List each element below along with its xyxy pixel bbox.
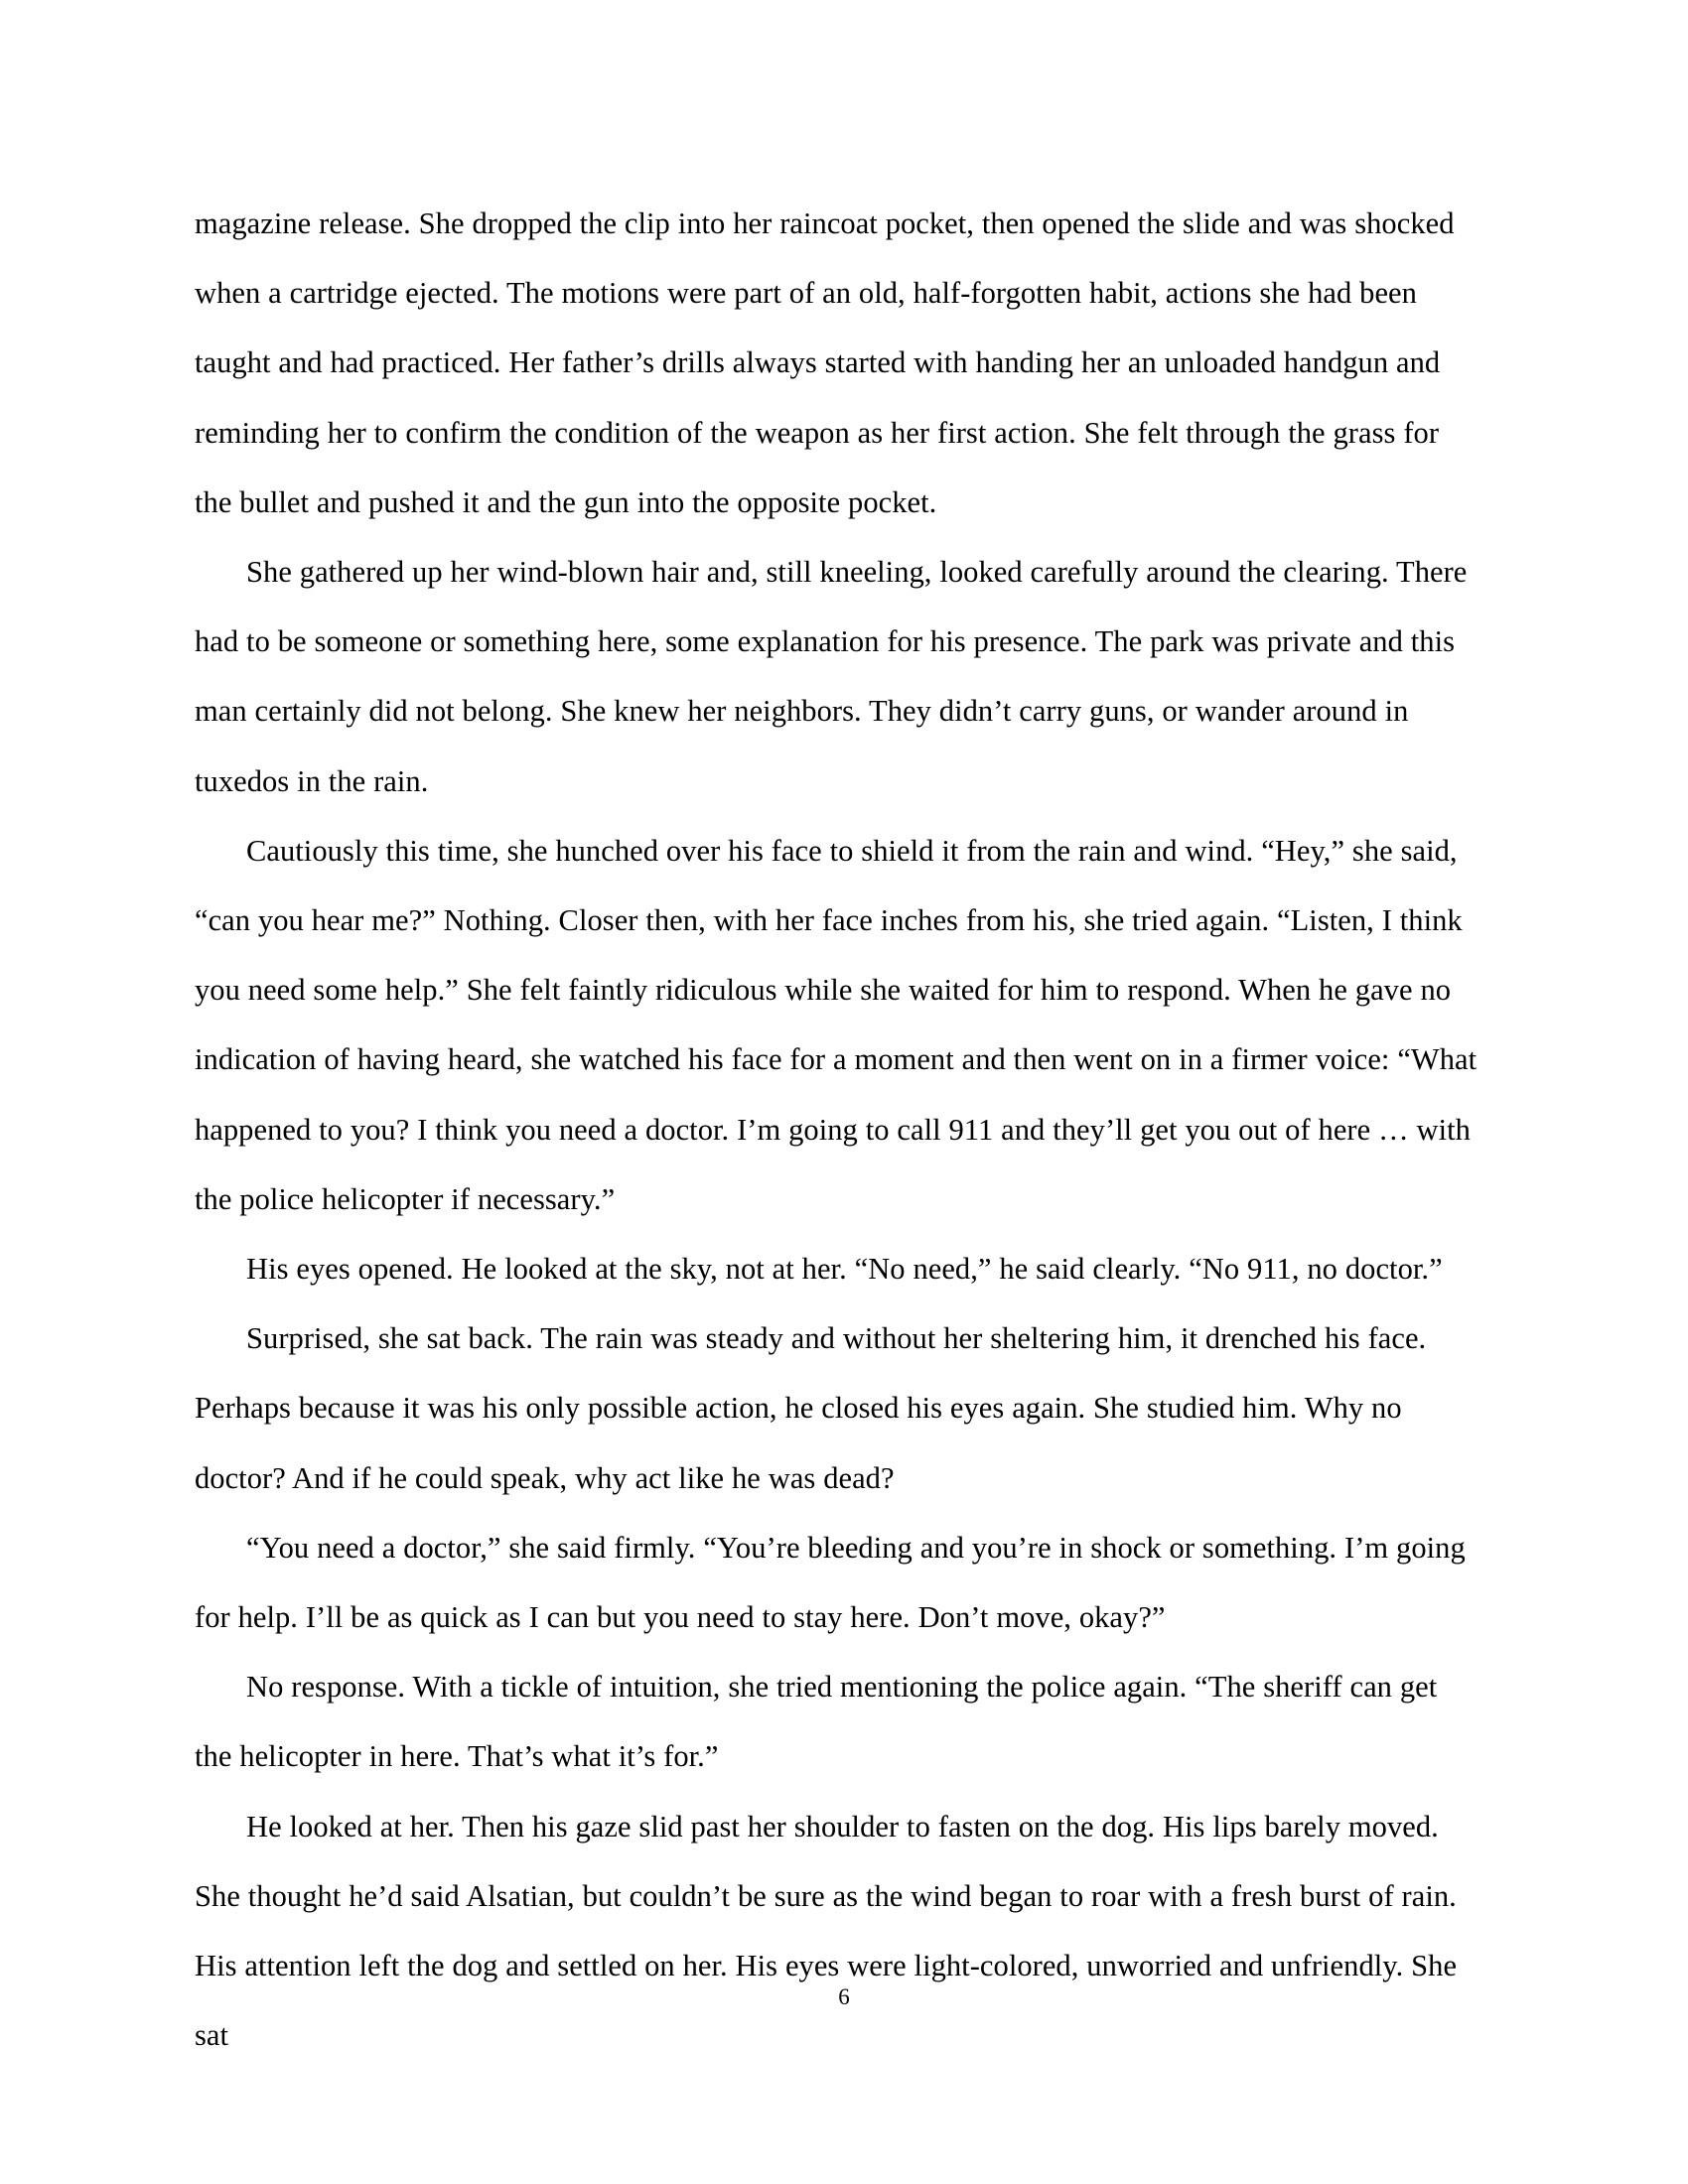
paragraph: She gathered up her wind-blown hair and, still kneeling, looked carefully around the clearing. There had to be someone or something here, some explanation for his presence. The park was private and this man certainly did not belong. She knew her neighbors. They didn’t carry guns, or wander around in tuxedos in the rain. xyxy=(195,555,1468,798)
paragraph: magazine release. She dropped the clip into her raincoat pocket, then opened the slide and was shocked when a cartridge ejected. The motions were part of an old, half-forgotten habit, actions she had been taught and had practiced. Her father’s drills always started with handing her an unloaded handgun and reminding her to confirm the condition of the weapon as her first action. She felt through the grass for the bullet and pushed it and the gun into the opposite pocket. xyxy=(195,206,1455,519)
paragraph: Cautiously this time, she hunched over his face to shield it from the rain and wind. “Hey,” she said, “can you hear me?” Nothing. Closer then, with her face inches from his, she tried again. “Listen, I think you need some help.” She felt faintly ridiculous while she waited for him to respond. When he gave no indication of having heard, she watched his face for a moment and then went on in a firmer voice: “What happened to you? I think you need a doctor. I’m going to call 911 and they’ll get you out of here … with the police helicopter if necessary.” xyxy=(195,833,1477,1216)
page-number: 6 xyxy=(838,1984,850,2009)
paragraph: No response. With a tickle of intuition, she tried mentioning the police again. “The sheriff can get the helicopter in here. That’s what it’s for.” xyxy=(195,1670,1438,1774)
paragraph: “You need a doctor,” she said firmly. “You’re bleeding and you’re in shock or something. I’m going for help. I’ll be as quick as I can but you need to stay here. Don’t move, okay?” xyxy=(195,1530,1466,1635)
paragraph: He looked at her. Then his gaze slid past her shoulder to fasten on the dog. His lips barely moved. She thought he’d said Alsatian, but couldn’t be sure as the wind began to roar with a fresh burst of rain. His attention left the dog and settled on her. His eyes were light-colored, unworried and unfriendly. She sat xyxy=(195,1809,1458,2053)
paragraph: His eyes opened. He looked at the sky, not at her. “No need,” he said clearly. “No 911, no doctor.” xyxy=(246,1252,1443,1287)
paragraph: Surprised, she sat back. The rain was steady and without her sheltering him, it drenched his face. Perhaps because it was his only possible action, he closed his eyes again. She studied him. Why no doctor? And if he could speak, why act like he was dead? xyxy=(195,1321,1427,1495)
page-text-body xyxy=(195,189,1480,2070)
